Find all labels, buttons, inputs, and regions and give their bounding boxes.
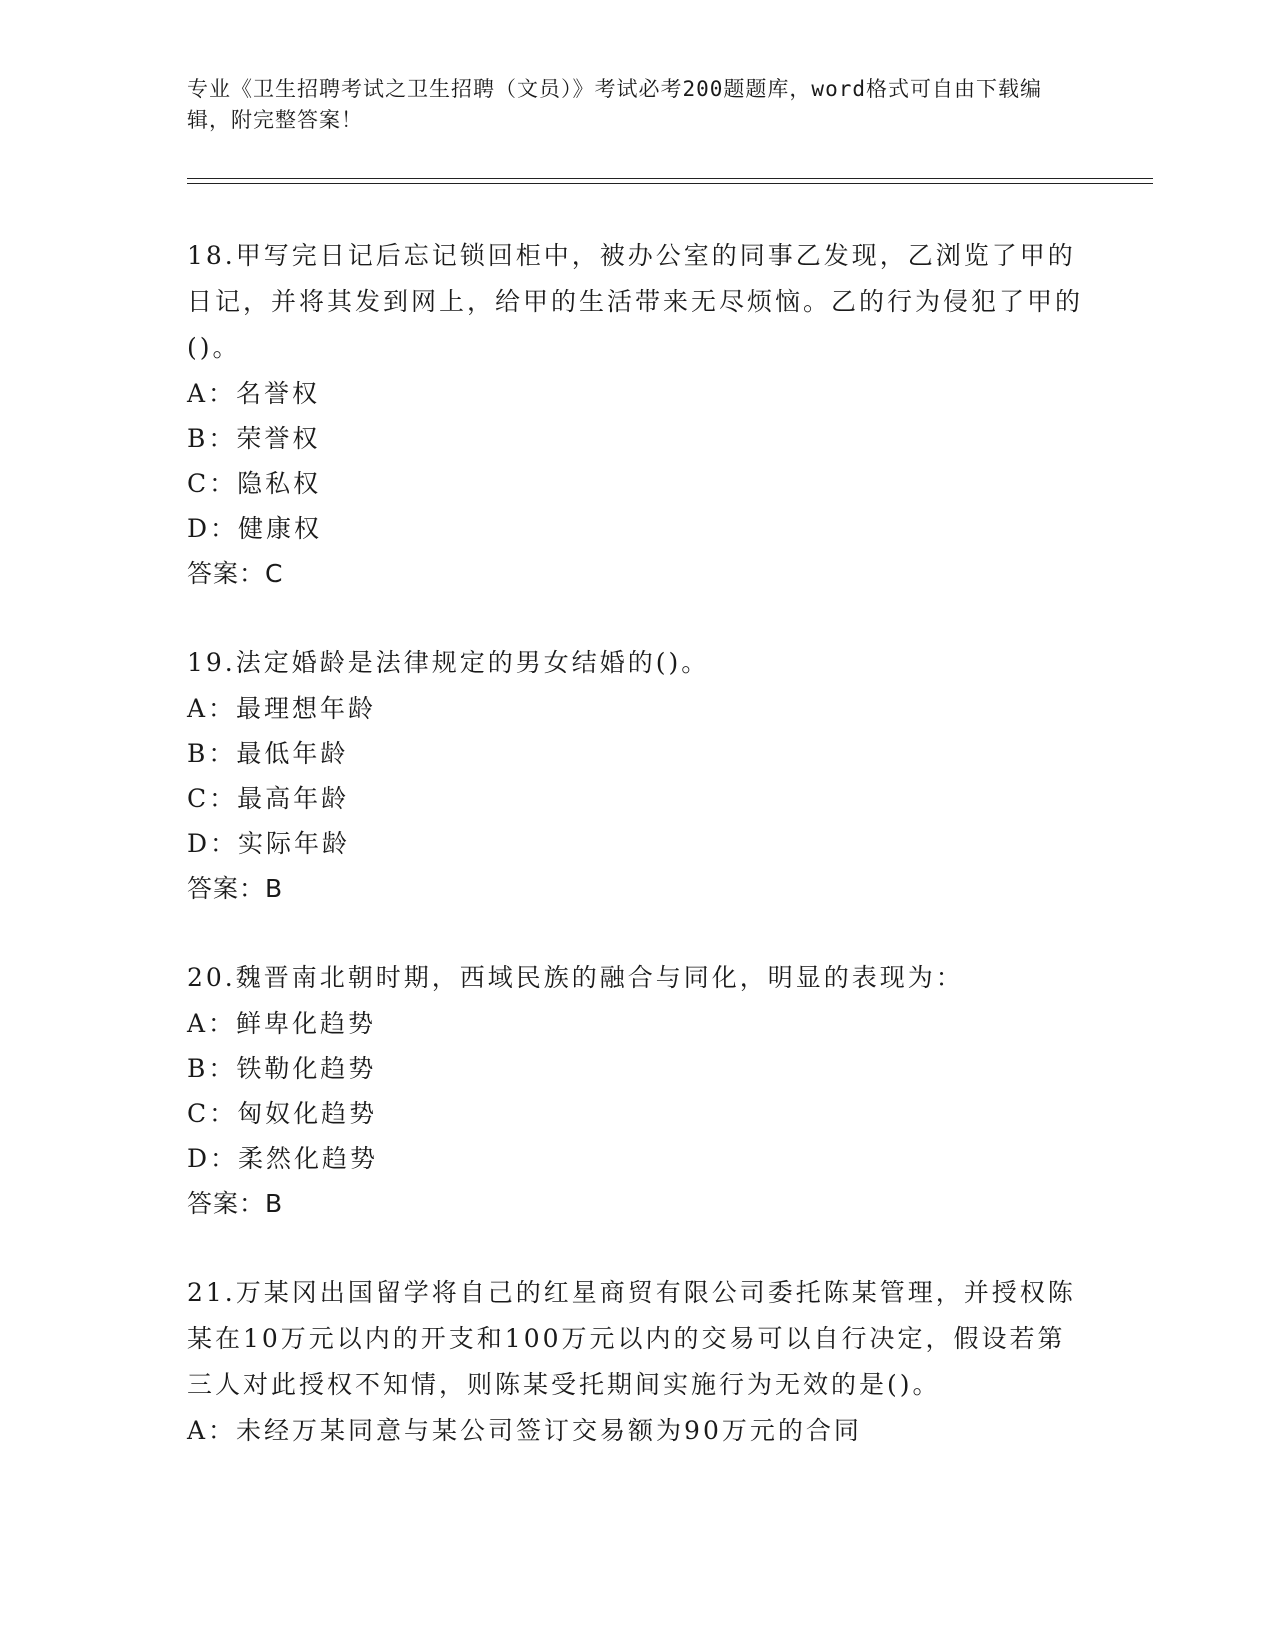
answer: 答案：B [187,1189,284,1218]
option-c: C：匈奴化趋势 [187,1099,378,1128]
option-a: A：未经万某同意与某公司签订交易额为90万元的合同 [187,1416,862,1445]
option-b: B：最低年龄 [187,739,349,768]
document-header: 专业《卫生招聘考试之卫生招聘（文员）》考试必考200题题库，word格式可自由下载编辑，附完整答案！ [187,77,1042,132]
question-20 [187,955,1087,1227]
question-stem: 19.法定婚龄是法律规定的男女结婚的()。 [187,648,710,677]
question-stem: 18.甲写完日记后忘记锁回柜中，被办公室的同事乙发现，乙浏览了甲的日记，并将其发到网上，给甲的生活带来无尽烦恼。乙的行为侵犯了甲的()。 [187,241,1084,362]
option-a: A：鲜卑化趋势 [187,1009,377,1038]
answer: 答案：C [187,559,284,588]
question-stem: 20.魏晋南北朝时期，西域民族的融合与同化，明显的表现为： [187,963,964,992]
option-b: B：荣誉权 [187,424,321,453]
option-b: B：铁勒化趋势 [187,1054,377,1083]
question-19 [187,640,1087,912]
question-list [187,233,1087,1496]
answer: 答案：B [187,874,284,903]
option-c: C：隐私权 [187,469,322,498]
question-21 [187,1270,1087,1453]
header-divider-bottom [187,183,1153,184]
option-d: D：柔然化趋势 [187,1144,379,1173]
option-a: A：名誉权 [187,379,321,408]
option-c: C：最高年龄 [187,784,350,813]
option-a: A：最理想年龄 [187,694,377,723]
question-18 [187,233,1087,597]
question-stem: 21.万某冈出国留学将自己的红星商贸有限公司委托陈某管理，并授权陈某在10万元以内的开支和100万元以内的交易可以自行决定，假设若第三人对此授权不知情，则陈某受托期间实施行为无效的是()。 [187,1278,1076,1399]
header-divider-top [187,178,1153,179]
option-d: D：健康权 [187,514,323,543]
option-d: D：实际年龄 [187,829,351,858]
